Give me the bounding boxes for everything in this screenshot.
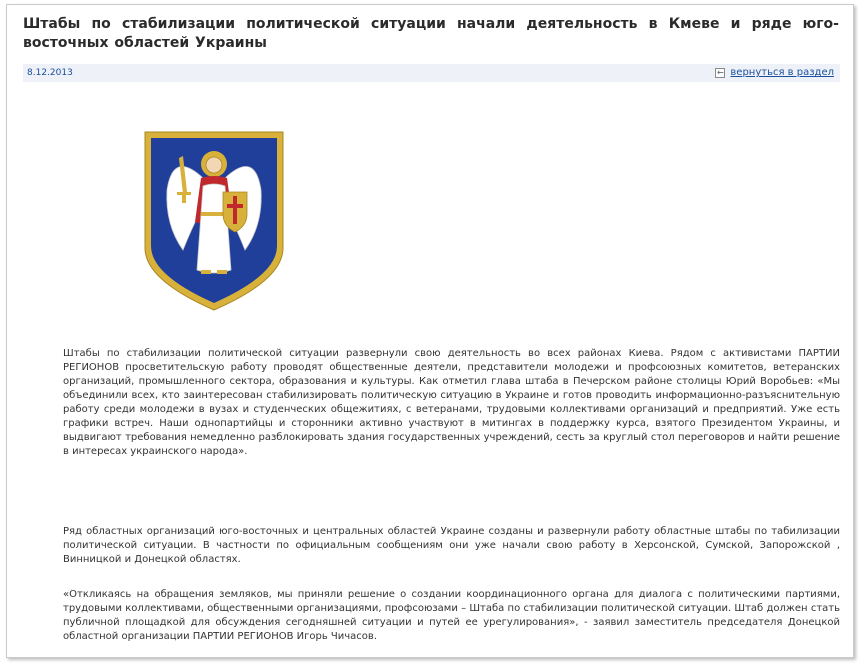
article-paragraph: Штабы по стабилизации политической ситуации развернули свою деятельность во всех районах Киева. Рядом с активистами ПАРТИИ РЕГИОНОВ просветительскую работу проводят общественные деятели, представители молодежи и профсоюзных комитетов, ветеранских организаций, промышленного сектора, образования и культуры. Как отметил глава штаба в Печерском районе столицы Юрий Воробьев: «Мы объединили всех, кто заинтересован стабилизировать политическую ситуацию в Украине и готов проводить информационно-разъяснительную работу среди молодежи в вузах и студенческих общежитиях, с ветеранами, трудовыми коллективами организаций и предприятий. Уже есть графики встреч. Наши однопартийцы и сторонники активно участвуют в митингах в поддержку курса, взятого Президентом Украины, и выдвигают требования немедленно разблокировать здания государственных учреждений, сесть за круглый стол переговоров и найти решение в интересах украинского народа».	[63, 348, 840, 457]
back-to-section[interactable]	[715, 66, 834, 79]
article-paragraph: «Откликаясь на обращения земляков, мы приняли решение о создании координационного органа для диалога с политическими партиями, трудовыми коллективами, общественными организациями, профсоюзами – Штаба по стабилизации политической ситуации. Штаб должен стать публичной площадкой для обсуждения сегодняшней ситуации и путей ее урегулирования», - заявил заместитель председателя Донецкой областной организации ПАРТИИ РЕГИОНОВ Игорь Чичасов.	[63, 589, 840, 642]
article-date: 8.12.2013	[27, 68, 73, 78]
article-meta-bar	[23, 64, 840, 82]
article-title: Штабы по стабилизации политической ситуации начали деятельность в Кмеве и ряде юго-восточных областей Украины	[23, 16, 839, 51]
article-window	[6, 4, 854, 658]
back-to-section-link[interactable]: вернуться в раздел	[730, 67, 834, 78]
kyiv-coat-of-arms-icon	[143, 130, 285, 312]
article-paragraph: Ряд областных организаций юго-восточных и центральных областей Украине созданы и развернули работу областные штабы по табилизации политической ситуации. В частности по официальным сообщениям они уже начали свою работу в Херсонской, Сумской, Запорожской , Винницкой и Донецкой областях.	[63, 526, 840, 565]
arrow-left-icon[interactable]: ←	[717, 67, 724, 77]
